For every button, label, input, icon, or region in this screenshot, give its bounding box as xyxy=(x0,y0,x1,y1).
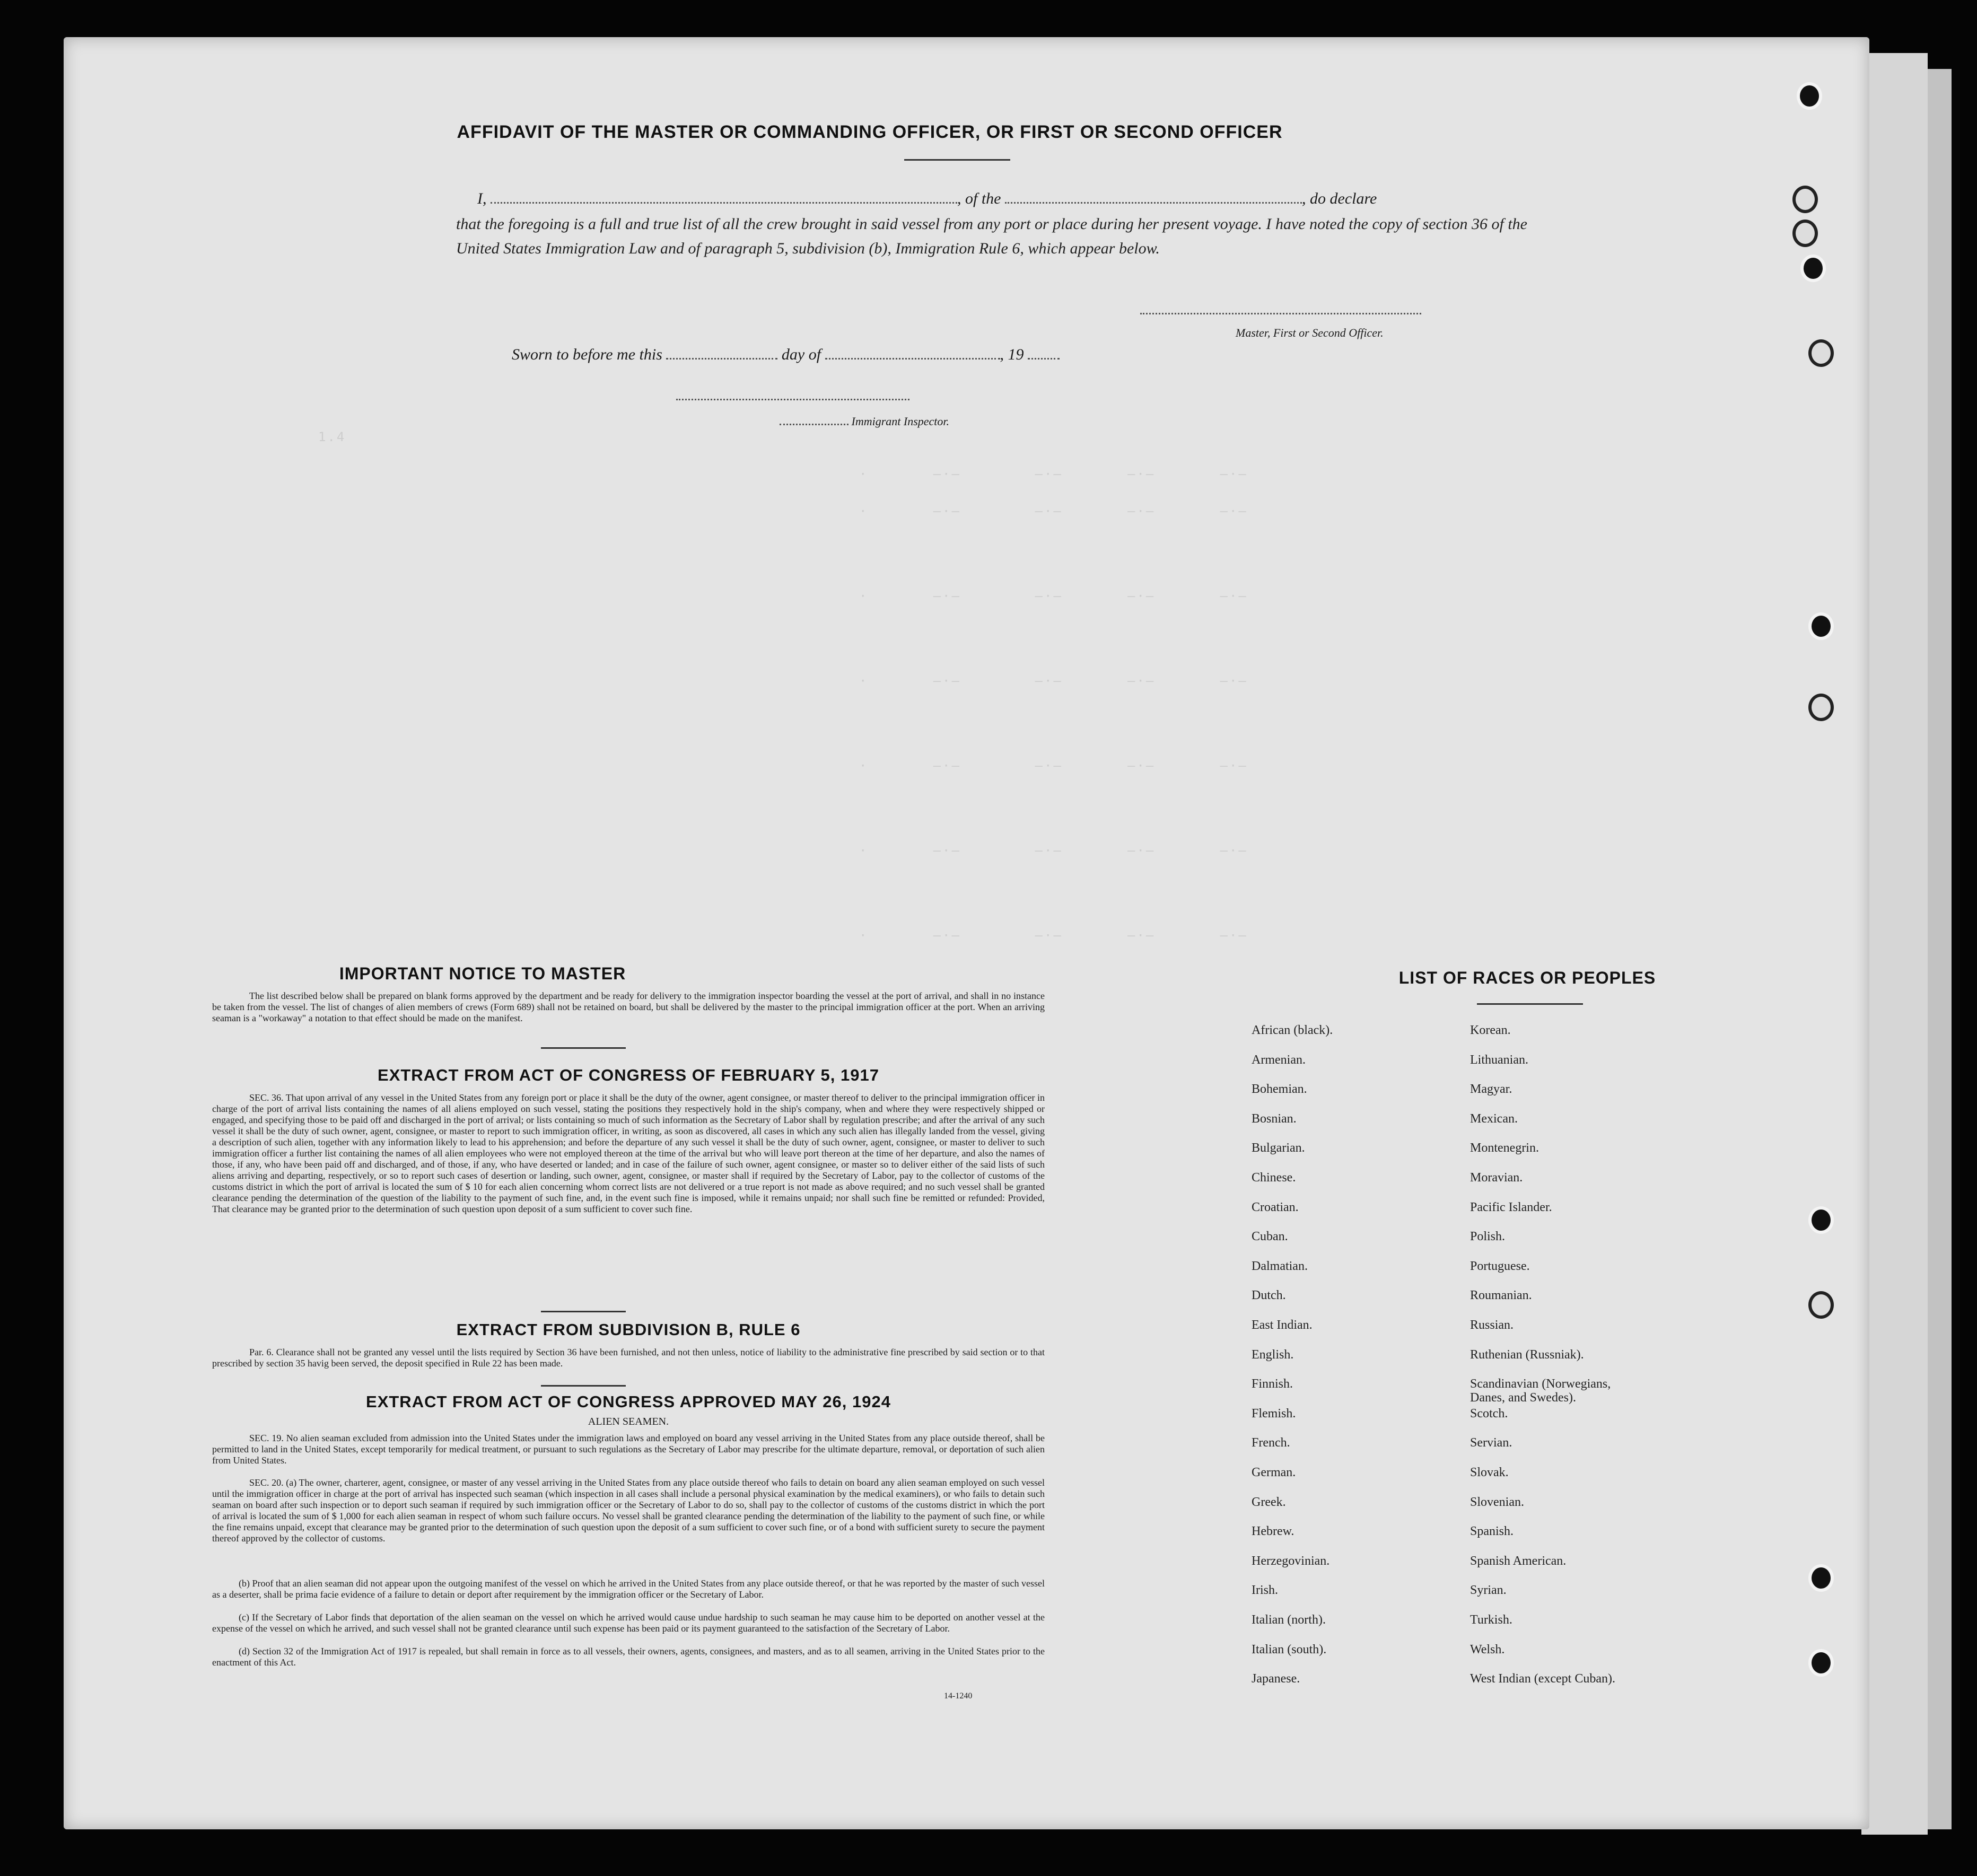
inspector-signature-field[interactable] xyxy=(676,399,909,400)
race-item: Slovenian. xyxy=(1470,1495,1524,1509)
sworn-label: Sworn to before me this xyxy=(512,346,662,363)
race-item: Bohemian. xyxy=(1252,1082,1307,1097)
affidavit-body: that the foregoing is a full and true list of all the crew brought in said vessel from any port or place during her present voyage. I have noted the copy of section 36 of the United States Immigration Law and of paragraph 5, subdivision (b), Immigration Rule 6, which appear below. xyxy=(456,215,1527,257)
notice-text: The list described below shall be prepared on blank forms approved by the department and be ready for delivery to the immigration inspector boarding the vessel at the port of arrival, and shall in no instance be taken from the vessel. The list of changes of alien members of crews (Form 689) shall not be retained on board, but shall be delivered by the master to the principal immigration officer at the port. When an arriving seaman is a "workaway" a notation to that effect should be made on the manifest. xyxy=(212,990,1045,1023)
binder-hole xyxy=(1808,339,1834,367)
inspector-caption: Immigrant Inspector. xyxy=(851,415,950,428)
binder-hole xyxy=(1808,1649,1834,1677)
extract-1924-sec20a: SEC. 20. (a) The owner, charterer, agent, consignee, or master of any vessel arriving in the United States from any place outside thereof who fails to detain on board any alien seaman employed on such vessel until the immigration officer in charge at the port of arrival has inspected such seaman (which inspection in all cases shall include a personal physical examination by the medical examiners), or who fails to detain such seaman on board after such inspection or to deport such seaman if required by such immigration officer or the Secretary of Labor to do so, shall pay to the collector of customs of the customs district in which the port of arrival is located the sum of $ 1,000 for each alien seaman in respect of whom such failure occurs. No vessel shall be granted clearance pending the determination of the liability to the payment of such fine, or while the fine remains unpaid, except that clearance may be granted prior to the determination of such question upon the deposit of a sum sufficient to cover such fine, or of a bond with sufficient surety to secure the payment thereof approved by the collector of customs. xyxy=(212,1477,1045,1544)
notice-title: IMPORTANT NOTICE TO MASTER xyxy=(339,964,626,983)
race-item: Greek. xyxy=(1252,1495,1286,1509)
race-item: Moravian. xyxy=(1470,1171,1523,1185)
race-item: Herzegovinian. xyxy=(1252,1554,1330,1568)
affidavit-title: AFFIDAVIT OF THE MASTER OR COMMANDING OFFICER, OR FIRST OR SECOND OFFICER xyxy=(457,122,1283,142)
section-divider xyxy=(541,1385,626,1387)
of-the-label: , of the xyxy=(957,190,1001,207)
extract-1924-title: EXTRACT FROM ACT OF CONGRESS APPROVED MAY 26, 1924 xyxy=(366,1392,891,1411)
vessel-blank-field[interactable] xyxy=(1005,202,1302,204)
race-item: Portuguese. xyxy=(1470,1259,1530,1273)
binder-hole xyxy=(1808,1291,1834,1319)
race-item: Polish. xyxy=(1470,1230,1506,1244)
sworn-line xyxy=(512,346,1360,364)
back-page-edge xyxy=(1861,53,1928,1835)
race-item: Croatian. xyxy=(1252,1200,1299,1214)
race-item: Italian (north). xyxy=(1252,1613,1326,1627)
bleed-through-text: · —·— —·— —·— —·— xyxy=(859,928,1248,943)
race-item: Spanish American. xyxy=(1470,1554,1567,1568)
binder-hole xyxy=(1797,82,1822,110)
race-item: Montenegrin. xyxy=(1470,1141,1539,1155)
declaration-line xyxy=(477,190,1533,208)
race-item: Lithuanian. xyxy=(1470,1053,1528,1067)
race-item: Servian. xyxy=(1470,1436,1512,1450)
race-item: French. xyxy=(1252,1436,1290,1450)
officer-signature-field[interactable] xyxy=(1140,313,1421,314)
race-item: Turkish. xyxy=(1470,1613,1512,1627)
section-divider xyxy=(541,1047,626,1049)
binder-hole xyxy=(1800,255,1826,282)
race-item: Irish. xyxy=(1252,1583,1278,1598)
race-item: Cuban. xyxy=(1252,1230,1288,1244)
title-underline xyxy=(904,159,1010,161)
extract-1924-sec20d: (d) Section 32 of the Immigration Act of 1917 is repealed, but shall remain in force as to all vessels, their owners, agents, consignees, and masters, and as to all seamen, arriving in the United States prior to the enactment of this Act. xyxy=(212,1646,1045,1668)
race-item: Finnish. xyxy=(1252,1377,1293,1391)
race-item: Bosnian. xyxy=(1252,1111,1297,1126)
binder-hole xyxy=(1808,612,1834,640)
race-item: Scandinavian (Norwegians, Danes, and Swedes). xyxy=(1470,1377,1611,1405)
race-item: Dutch. xyxy=(1252,1288,1286,1303)
binder-hole xyxy=(1808,1206,1834,1234)
do-declare-label: , do declare xyxy=(1302,190,1377,207)
race-item: Bulgarian. xyxy=(1252,1141,1305,1155)
race-item: Dalmatian. xyxy=(1252,1259,1308,1273)
race-item: Japanese. xyxy=(1252,1672,1300,1686)
i-label: I, xyxy=(477,190,487,207)
inspector-name-field[interactable] xyxy=(780,424,848,425)
bleed-through-text: · —·— —·— —·— —·— xyxy=(859,467,1248,481)
document-page xyxy=(64,37,1869,1829)
race-item: Russian. xyxy=(1470,1318,1514,1332)
extract-1924-subtitle: ALIEN SEAMEN. xyxy=(588,1416,669,1427)
bleed-through-text: · —·— —·— —·— —·— xyxy=(859,589,1248,603)
race-item: Scotch. xyxy=(1470,1406,1508,1421)
race-item: German. xyxy=(1252,1466,1296,1479)
subdivision-b-text: Par. 6. Clearance shall not be granted any vessel until the lists required by Section 36 have been furnished, and not then unless, notice of liability to the administrative fine prescribed by said section or to that prescribed by section 35 havig been served, the deposit specified in Rule 22 has been made. xyxy=(212,1347,1045,1369)
race-item: Magyar. xyxy=(1470,1082,1512,1097)
subdivision-b-title: EXTRACT FROM SUBDIVISION B, RULE 6 xyxy=(456,1320,801,1339)
day-blank-field[interactable] xyxy=(666,358,777,360)
extract-1924-sec19: SEC. 19. No alien seaman excluded from admission into the United States under the immigration laws and employed on board any vessel arriving in the United States from any place outside thereof, shall be permitted to land in the United States, except temporarily for medical treatment, or pursuant to such regulations as the Secretary of Labor may prescribe for the ultimate departure, removal, or deportation of such alien from United States. xyxy=(212,1433,1045,1466)
race-item: Armenian. xyxy=(1252,1053,1306,1067)
inspector-line xyxy=(780,415,949,428)
binder-hole xyxy=(1808,1564,1834,1592)
bleed-through-text: · —·— —·— —·— —·— xyxy=(859,843,1248,858)
race-item: Ruthenian (Russniak). xyxy=(1470,1347,1584,1362)
extract-1917-text: SEC. 36. That upon arrival of any vessel in the United States from any foreign port or place it shall be the duty of the owner, agent consignee, or master thereof to deliver to the principal immigration officer in charge of the port of arrival lists containing the names of all aliens employed on such vessel, stating the positions they respectively hold in the ship's company, when and where they were respectively shipped or engaged, and specifying those to be paid off and discharged in the port of arrival; or lists containing so much of such information as the Secretary of Labor shall by regulation prescribe; and after the arrival of any such vessel it shall be the duty of such owner, agent, consignee, or master to report to such immigration officer, in writing, as soon as discovered, all cases in which any such alien has illegally landed from the vessel, giving a description of such alien, together with any information likely to lead to his apprehension; and before the departure of any such vessel it shall be the duty of such owner, agent, consignee, or master to deliver to such immigration officer a further list containing the names of all alien employees who were not employed thereon at the time of the arrival but who will leave port thereon at the time of her departure, and also the names of those, if any, who have been paid off and discharged, and of those, if any, who have deserted or landed; and in case of the failure of such owner, agent consignee, or master so to deliver either of the said lists of such aliens arriving and departing, respectively, or so to report such cases of desertion or landing, such owner, agent, consignee, or master shall if required by the Secretary of Labor, pay to the collector of customs of the customs district in which the port of arrival is located the sum of $ 10 for each alien concerning whom correct lists are not delivered or a true report is not made as above required; and no such vessel shall be granted clearance pending the determination of the question of the liability to the payment of such fine, and, in the event such fine is imposed, while it remains unpaid; nor shall such fine be remitted or refunded: Provided, That clearance may be granted prior to the determination of such question upon deposit of a sum sufficient to cover such fine. xyxy=(212,1092,1045,1214)
extract-1917-title: EXTRACT FROM ACT OF CONGRESS OF FEBRUARY 5, 1917 xyxy=(378,1066,879,1084)
race-item: African (black). xyxy=(1252,1023,1333,1037)
race-item: East Indian. xyxy=(1252,1318,1313,1332)
race-item: Hebrew. xyxy=(1252,1524,1294,1539)
race-item: Syrian. xyxy=(1470,1583,1507,1598)
extract-1924-sec20c: (c) If the Secretary of Labor finds that deportation of the alien seaman on the vessel on which he arrived would cause undue hardship to such seaman he may cause him to be deported on another vessel at the expense of the vessel on which he arrived, and such vessel shall not be granted clearance until such expense has been paid or its payment guaranteed to the satisfaction of the Secretary of Labor. xyxy=(212,1612,1045,1634)
race-item: Chinese. xyxy=(1252,1171,1296,1185)
race-item: Italian (south). xyxy=(1252,1642,1327,1656)
extract-1924-sec20b: (b) Proof that an alien seaman did not appear upon the outgoing manifest of the vessel on which he arrived in the United States from any place outside thereof, or that he was reported by the master of such vessel as a deserter, shall be prima facie evidence of a failure to detain or deport after requirement by the immigration officer or the Secretary of Labor. xyxy=(212,1578,1045,1600)
races-title: LIST OF RACES OR PEOPLES xyxy=(1398,968,1656,987)
binder-hole xyxy=(1808,694,1834,721)
name-blank-field[interactable] xyxy=(491,202,957,204)
month-blank-field[interactable] xyxy=(825,358,1000,360)
race-item: Spanish. xyxy=(1470,1524,1514,1539)
race-item: Mexican. xyxy=(1470,1111,1518,1126)
races-title-underline xyxy=(1477,1003,1583,1005)
race-item: Welsh. xyxy=(1470,1642,1505,1656)
bleed-through-text: · —·— —·— —·— —·— xyxy=(859,758,1248,773)
binder-hole xyxy=(1792,220,1818,247)
bleed-through-text: · —·— —·— —·— —·— xyxy=(859,504,1248,519)
bleed-through-text: 1.4 xyxy=(318,429,966,444)
race-item: English. xyxy=(1252,1347,1294,1362)
officer-signature-caption: Master, First or Second Officer. xyxy=(1236,326,1384,339)
race-item: Pacific Islander. xyxy=(1470,1200,1552,1214)
day-of-label: day of xyxy=(781,346,821,363)
race-item: Slovak. xyxy=(1470,1466,1509,1479)
year-label: , 19 xyxy=(1000,346,1024,363)
race-item: Korean. xyxy=(1470,1023,1511,1037)
bleed-through-text: · —·— —·— —·— —·— xyxy=(859,673,1248,688)
year-blank-field[interactable] xyxy=(1028,358,1060,360)
binder-hole xyxy=(1792,186,1818,213)
form-number: 14-1240 xyxy=(944,1691,973,1700)
section-divider xyxy=(541,1311,626,1312)
race-item: Flemish. xyxy=(1252,1406,1296,1421)
race-item: Roumanian. xyxy=(1470,1288,1532,1303)
race-item: West Indian (except Cuban). xyxy=(1470,1672,1615,1686)
